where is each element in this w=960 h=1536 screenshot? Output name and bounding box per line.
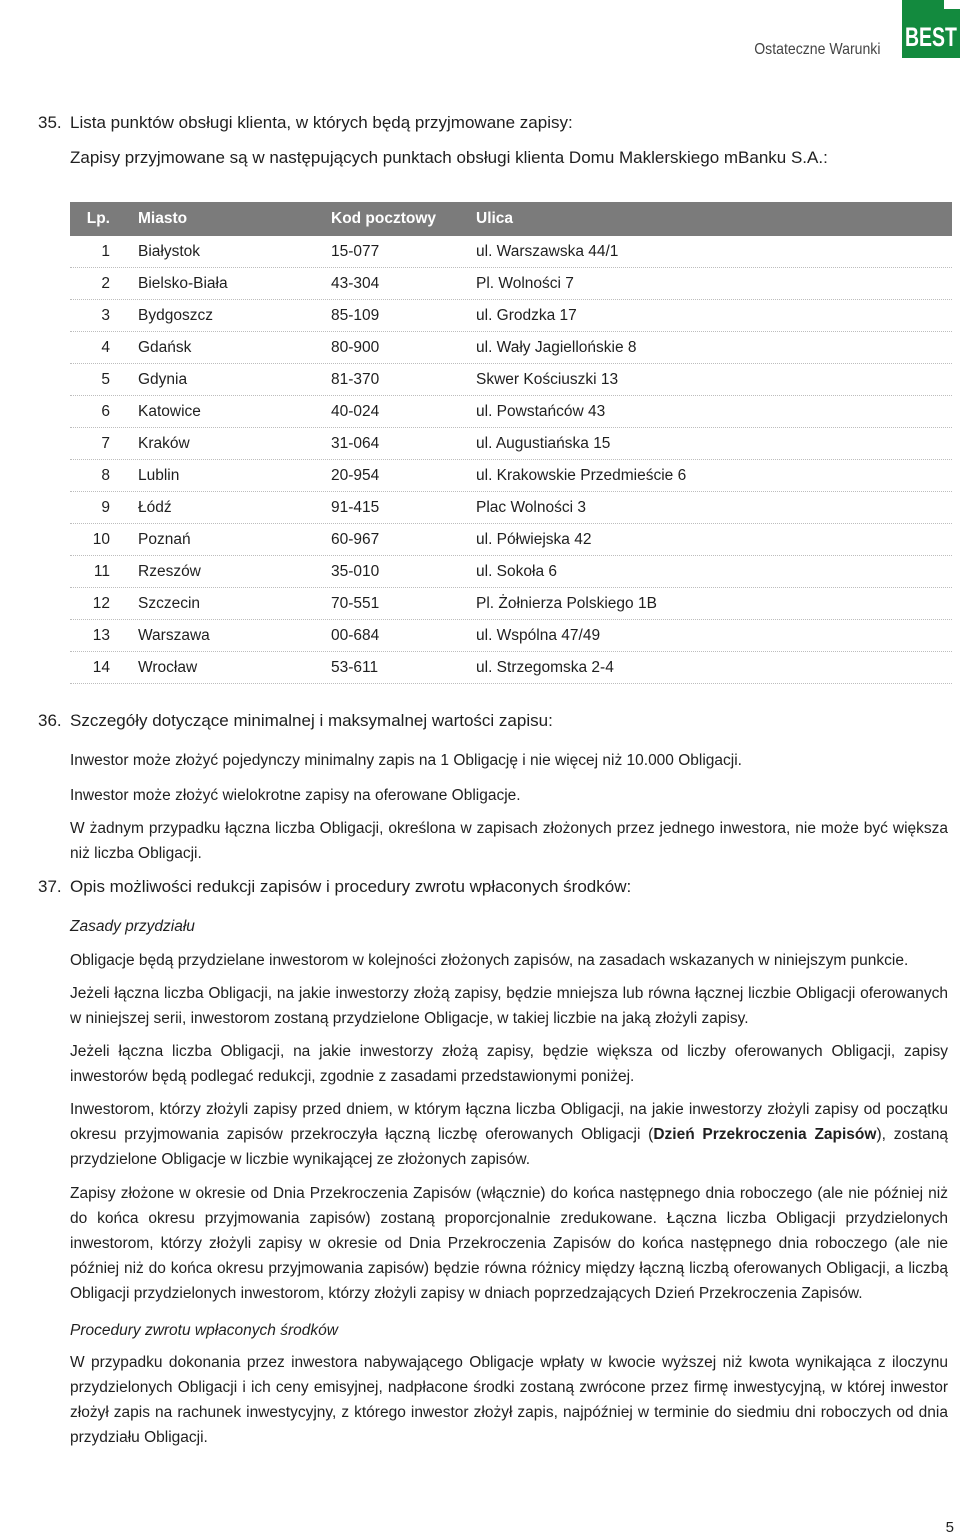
cell-postal-code: 15-077: [331, 243, 380, 260]
cell-street: ul. Sokoła 6: [476, 563, 557, 580]
section-35-intro: Zapisy przyjmowane są w następujących punktach obsługi klienta Domu Maklerskiego mBanku S.A.:: [70, 148, 828, 167]
cell-street: Skwer Kościuszki 13: [476, 371, 619, 388]
section-36-heading: Szczegóły dotyczące minimalnej i maksymalnej wartości zapisu:: [70, 711, 553, 730]
section-35-heading: Lista punktów obsługi klienta, w których będą przyjmowane zapisy:: [70, 113, 573, 132]
section-36-number: 36.: [38, 711, 62, 730]
allocation-rules-subheading: Zasady przydziału: [70, 918, 195, 935]
cell-city: Gdynia: [138, 371, 188, 388]
cell-postal-code: 81-370: [331, 371, 380, 388]
header-city: Miasto: [138, 210, 188, 227]
cell-lp: 9: [101, 499, 110, 516]
cell-city: Bydgoszcz: [138, 307, 213, 324]
section-37-number: 37.: [38, 877, 62, 896]
cell-postal-code: 80-900: [331, 339, 380, 356]
cell-postal-code: 00-684: [331, 627, 380, 644]
section-37-paragraph-3: Jeżeli łączna liczba Obligacji, na jakie inwestorzy złożą zapisy, będzie większa od liczby oferowanych Obligacji, zapisy inwestorów będą podlegać redukcji, zgodnie z zasadami przedstawionymi poniżej.: [70, 1043, 948, 1085]
cell-city: Rzeszów: [138, 563, 201, 580]
cell-city: Szczecin: [138, 595, 201, 612]
paragraph-4-part-b: ), zostaną przydzielone Obligacje w liczbie wynikającej ze złożonych zapisów.: [70, 1126, 948, 1168]
cell-street: ul. Wspólna 47/49: [476, 627, 601, 644]
cell-lp: 3: [101, 307, 110, 324]
cell-lp: 10: [92, 531, 110, 548]
table-row: [70, 332, 952, 364]
section-37-paragraph-1: Obligacje będą przydzielane inwestorom w kolejności złożonych zapisów, na zasadach wskazanych w niniejszym punkcie.: [70, 952, 909, 969]
cell-lp: 13: [92, 627, 110, 644]
header-street: Ulica: [476, 210, 514, 227]
cell-postal-code: 70-551: [331, 595, 380, 612]
cell-city: Białystok: [138, 243, 201, 260]
cell-postal-code: 35-010: [331, 563, 380, 580]
table-body: [70, 236, 952, 684]
cell-lp: 5: [101, 371, 110, 388]
table-row: [70, 492, 952, 524]
section-37-paragraph-2: Jeżeli łączna liczba Obligacji, na jakie inwestorzy złożą zapisy, będzie mniejsza lub równa łącznej liczbie Obligacji oferowanych w niniejszej serii, inwestorom zostaną przydzielone Obligacje, w takiej liczbie na jaką złożyli zapisy.: [70, 985, 948, 1027]
table-row: [70, 620, 952, 652]
table-row: [70, 236, 952, 268]
cell-lp: 8: [101, 467, 110, 484]
cell-city: Wrocław: [138, 659, 198, 676]
table-row: [70, 524, 952, 556]
table-row: [70, 300, 952, 332]
cell-lp: 11: [93, 563, 110, 580]
cell-postal-code: 85-109: [331, 307, 380, 324]
cell-city: Lublin: [138, 467, 180, 484]
section-37-paragraph-5: Zapisy złożone w okresie od Dnia Przekroczenia Zapisów (włącznie) do końca następnego dnia roboczego (ale nie później niż do końca okresu przyjmowania zapisów) zostaną proporcjonalnie zredukowane. Łączna liczba Obligacji przydzielonych inwestorom, którzy złożyli zapisy w okresie od Dnia Przekroczenia Zapisów do końca następnego dnia roboczego (ale nie później niż do końca okresu przyjmowania zapisów) będzie równa różnicy między łączną liczbą oferowanych Obligacji, a liczbą Obligacji przydzielonych inwestorom, którzy złożyli zapisy w dniach poprzedzających Dzień Przekroczenia Zapisów.: [70, 1185, 948, 1302]
table-row: [70, 588, 952, 620]
cell-postal-code: 60-967: [331, 531, 380, 548]
service-points-table: [70, 202, 952, 684]
logo-text: BEST: [905, 22, 957, 52]
cell-postal-code: 20-954: [331, 467, 380, 484]
section-37-paragraph-6: W przypadku dokonania przez inwestora nabywającego Obligacje wpłaty w kwocie wyższej niż kwota wynikająca z iloczynu przydzielonych Obligacji i ich ceny emisyjnej, nadpłacone środki zostaną zwrócone przez firmę inwestycyjną, w której inwestor złożył zapis na rachunek inwestycyjny, z którego inwestor złożył zapis, najpóźniej w terminie do siedmiu dni roboczych od dnia przydziału Obligacji.: [70, 1354, 948, 1446]
cell-street: Pl. Wolności 7: [476, 275, 574, 292]
cell-city: Warszawa: [138, 627, 210, 644]
cell-street: Plac Wolności 3: [476, 499, 586, 516]
header-lp: Lp.: [86, 210, 110, 227]
cell-street: ul. Powstańców 43: [476, 403, 606, 420]
cell-city: Gdańsk: [138, 339, 192, 356]
paragraph-4-part-a: Inwestorom, którzy złożyli zapisy przed dniem, w którym łączna liczba Obligacji, na jakie inwestorzy złożyli zapisy od początku okresu przyjmowania zapisów przekroczyła łączną liczbę oferowanych Obligacji (: [70, 1101, 948, 1143]
cell-street: ul. Wały Jagiellońskie 8: [476, 339, 637, 356]
document-title: Ostateczne Warunki: [753, 41, 880, 58]
header-postal-code: Kod pocztowy: [331, 210, 437, 227]
table-row: [70, 396, 952, 428]
table-row: [70, 652, 952, 684]
cell-street: ul. Strzegomska 2-4: [476, 659, 614, 676]
cell-street: ul. Augustiańska 15: [476, 435, 611, 452]
cell-lp: 4: [101, 339, 110, 356]
cell-postal-code: 43-304: [331, 275, 380, 292]
refund-procedure-subheading: Procedury zwrotu wpłaconych środków: [70, 1322, 338, 1339]
table-row: [70, 268, 952, 300]
logo-notch: [944, 0, 960, 9]
cell-city: Bielsko-Biała: [138, 275, 228, 292]
page-number: 5: [945, 1519, 954, 1536]
table-row: [70, 428, 952, 460]
section-37-paragraph-4: [70, 1097, 948, 1172]
table-row: [70, 460, 952, 492]
cell-street: Pl. Żołnierza Polskiego 1B: [476, 595, 657, 612]
cell-city: Poznań: [138, 531, 191, 548]
cell-city: Kraków: [138, 435, 190, 452]
cell-lp: 12: [92, 595, 110, 612]
cell-lp: 6: [101, 403, 110, 420]
cell-city: Katowice: [138, 403, 201, 420]
cell-lp: 14: [92, 659, 110, 676]
section-35-number: 35.: [38, 113, 62, 132]
section-36-paragraph-3: W żadnym przypadku łączna liczba Obligacji, określona w zapisach złożonych przez jednego inwestora, nie może być większa niż liczba Obligacji.: [70, 820, 948, 862]
cell-postal-code: 91-415: [331, 499, 380, 516]
section-37-heading: Opis możliwości redukcji zapisów i procedury zwrotu wpłaconych środków:: [70, 877, 632, 896]
cell-street: ul. Grodzka 17: [476, 307, 577, 324]
best-logo: [902, 0, 960, 58]
cell-lp: 1: [101, 243, 110, 260]
cell-street: ul. Warszawska 44/1: [476, 243, 619, 260]
oversubscription-day-term: Dzień Przekroczenia Zapisów: [653, 1126, 877, 1143]
cell-street: ul. Krakowskie Przedmieście 6: [476, 467, 687, 484]
cell-lp: 7: [101, 435, 110, 452]
table-row: [70, 364, 952, 396]
cell-postal-code: 40-024: [331, 403, 380, 420]
cell-city: Łódź: [138, 499, 172, 516]
cell-postal-code: 53-611: [331, 659, 379, 676]
table-header: [70, 202, 952, 236]
cell-street: ul. Półwiejska 42: [476, 531, 592, 548]
section-36-paragraph-2: Inwestor może złożyć wielokrotne zapisy na oferowane Obligacje.: [70, 787, 521, 804]
table-row: [70, 556, 952, 588]
section-36-paragraph-1: Inwestor może złożyć pojedynczy minimalny zapis na 1 Obligację i nie więcej niż 10.000 Obligacji.: [70, 752, 742, 769]
cell-lp: 2: [101, 275, 110, 292]
cell-postal-code: 31-064: [331, 435, 380, 452]
